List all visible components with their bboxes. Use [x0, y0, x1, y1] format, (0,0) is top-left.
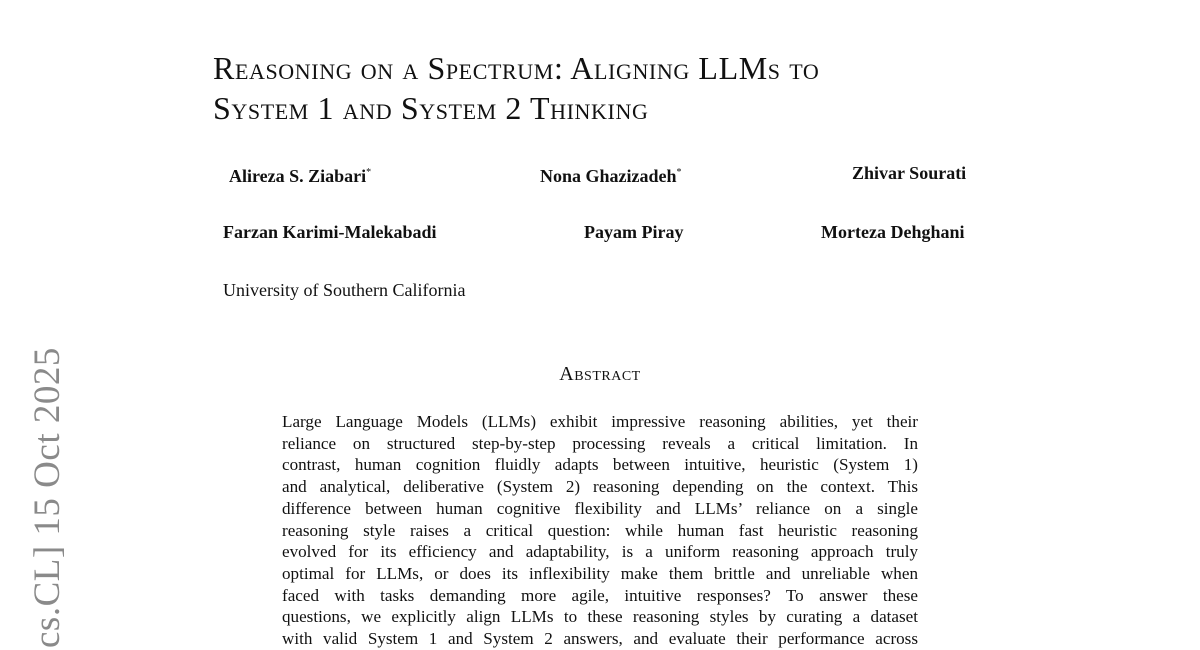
author-name: Nona Ghazizadeh: [540, 166, 677, 186]
title-line-1: Reasoning on a Spectrum: Aligning LLMs to: [213, 50, 820, 86]
abstract-line: faced with tasks demanding more agile, intuitive responses? To answer these: [282, 585, 918, 605]
author-name: Morteza Dehghani: [821, 222, 965, 242]
author-name: Alireza S. Ziabari: [229, 166, 367, 186]
abstract-line: reliance on structured step-by-step processing reveals a critical limitation. In: [282, 433, 918, 453]
abstract-line: optimal for LLMs, or does its inflexibility make them brittle and unreliable when: [282, 563, 918, 583]
author-name: Farzan Karimi-Malekabadi: [223, 222, 437, 242]
title-line-2: System 1 and System 2 Thinking: [213, 90, 649, 126]
abstract-heading: Abstract: [559, 363, 641, 385]
author-name: Zhivar Sourati: [852, 163, 967, 183]
author-1: [229, 162, 371, 187]
arxiv-identifier-text: cs.CL] 15 Oct 2025: [27, 347, 68, 648]
abstract-body: [282, 411, 918, 650]
abstract-line: evolved for its efficiency and adaptability, is a uniform reasoning approach truly: [282, 542, 918, 562]
author-4: [223, 221, 436, 243]
author-6: [821, 221, 964, 243]
abstract-line: with valid System 1 and System 2 answers, and evaluate their performance across: [282, 629, 918, 649]
arxiv-side-stamp: [25, 0, 71, 648]
equal-contribution-mark: *: [676, 167, 682, 178]
abstract-line: questions, we explicitly align LLMs to these reasoning styles by curating a dataset: [282, 607, 918, 627]
abstract-line: Large Language Models (LLMs) exhibit impressive reasoning abilities, yet their: [282, 412, 918, 431]
abstract-line: contrast, human cognition fluidly adapts between intuitive, heuristic (System 1): [282, 455, 918, 475]
paper-title: [213, 48, 1043, 128]
abstract-line: reasoning style raises a critical question: while human fast heuristic reasoning: [282, 520, 918, 540]
author-5: [584, 221, 683, 243]
author-3: [852, 162, 966, 184]
abstract-line: and analytical, deliberative (System 2) reasoning depending on the context. This: [282, 477, 918, 497]
affiliation: University of Southern California: [223, 280, 466, 300]
author-name: Payam Piray: [584, 222, 684, 242]
abstract-line: difference between human cognitive flexibility and LLMs’ reliance on a single: [282, 498, 918, 518]
author-2: [540, 162, 682, 187]
equal-contribution-mark: *: [366, 167, 372, 178]
